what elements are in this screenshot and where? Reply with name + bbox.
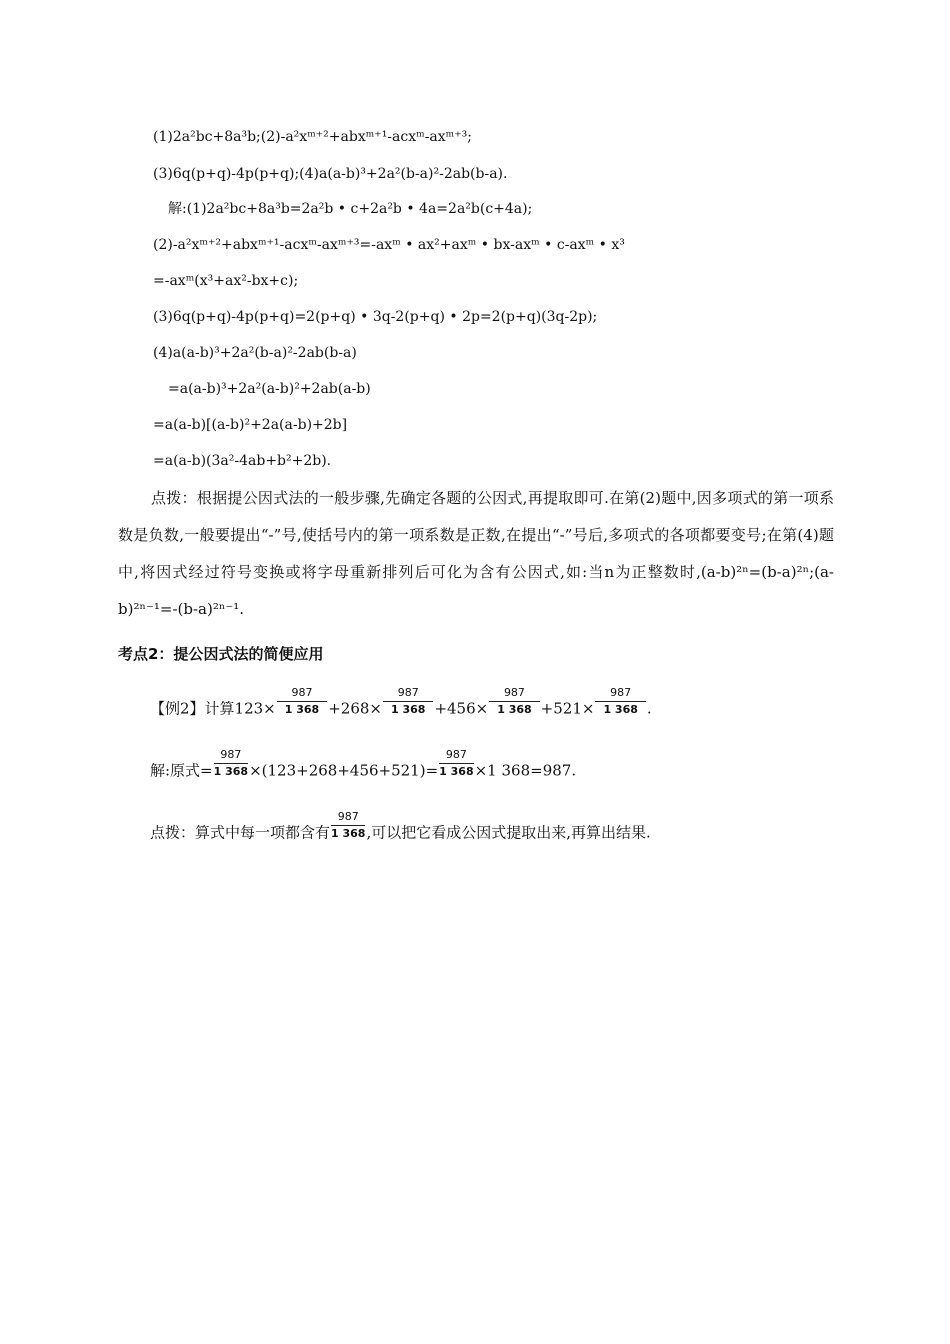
fraction [331,810,365,841]
fraction-numerator: 987 [383,686,433,702]
problem-line-1: (1)2a²bc+8a³b;(2)-a²xᵐ⁺²+abxᵐ⁺¹-acxᵐ-axᵐ⁺³; [153,129,472,145]
example-term-4: +521× [540,699,595,718]
tip-paragraph: 点拨：根据提公因式法的一般步骤,先确定各题的公因式,再提取即可.在第(2)题中,因多项式的第一项系数是负数,一般要提出“-”号,使括号内的第一项系数是正数,在提出“-”号后,多项式的各项都要变号;在第(4)题中,将因式经过符号变换或将字母重新排列后可化为含有公因式,如:当n为正整数时,(a-b)²ⁿ=(b-a)²ⁿ;(a-b)²ⁿ⁻¹=-(b-a)²ⁿ⁻¹. [118,489,834,618]
solution-line-4c: =a(a-b)[(a-b)²+2a(a-b)+2b] [153,417,348,433]
fraction [383,686,433,717]
fraction [489,686,539,717]
fraction [439,748,473,779]
solution-line-2b: =-axᵐ(x³+ax²-bx+c); [153,273,299,289]
fraction-numerator: 987 [277,686,327,702]
solution-line-3: (3)6q(p+q)-4p(p+q)=2(p+q) • 3q-2(p+q) • 2p=2(p+q)(3q-2p); [153,309,598,325]
solution-middle: ×(123+268+456+521)= [249,761,439,780]
solution-line-2a: (2)-a²xᵐ⁺²+abxᵐ⁺¹-acxᵐ-axᵐ⁺³=-axᵐ • ax²+axᵐ • bx-axᵐ • c-axᵐ • x³ [153,237,625,253]
fraction-numerator: 987 [595,686,645,702]
example-end: . [646,699,652,718]
fraction [277,686,327,717]
section-heading: 考点2：提公因式法的简便应用 [118,645,324,663]
solution-line-4d: =a(a-b)(3a²-4ab+b²+2b). [153,453,332,469]
fraction-numerator: 987 [331,810,365,826]
example-term-3: +456× [434,699,489,718]
solution-end: ×1 368=987. [474,761,577,780]
fraction-denominator: 1 368 [213,765,249,778]
example-2-tip [150,810,651,849]
solution-prefix: 解:原式= [150,761,213,780]
fraction-denominator: 1 368 [390,703,426,716]
fraction [214,748,248,779]
fraction-denominator: 1 368 [497,703,532,716]
problem-line-2: (3)6q(p+q)-4p(p+q);(4)a(a-b)³+2a²(b-a)²-2ab(b-a). [153,166,508,182]
solution-line-4a: (4)a(a-b)³+2a²(b-a)²-2ab(b-a) [153,345,357,361]
example-2-solution [150,748,577,787]
fraction-denominator: 1 368 [603,703,638,716]
tip-suffix: ,可以把它看成公因式提取出来,再算出结果. [366,823,651,842]
example-prefix: 【例2】计算123× [150,699,276,718]
solution-line-1: 解:(1)2a²bc+8a³b=2a²b • c+2a²b • 4a=2a²b(c+4a); [168,201,533,217]
fraction-denominator: 1 368 [284,703,320,716]
fraction-numerator: 987 [489,686,539,702]
fraction-numerator: 987 [439,748,473,764]
tip-prefix: 点拨：算式中每一项都含有 [150,823,331,842]
solution-line-4b: =a(a-b)³+2a²(a-b)²+2ab(a-b) [168,381,371,397]
fraction-numerator: 987 [214,748,248,764]
fraction-denominator: 1 368 [331,827,366,840]
fraction [595,686,645,717]
example-term-2: +268× [328,699,382,718]
example-2-line [150,686,652,725]
fraction-denominator: 1 368 [439,765,474,778]
